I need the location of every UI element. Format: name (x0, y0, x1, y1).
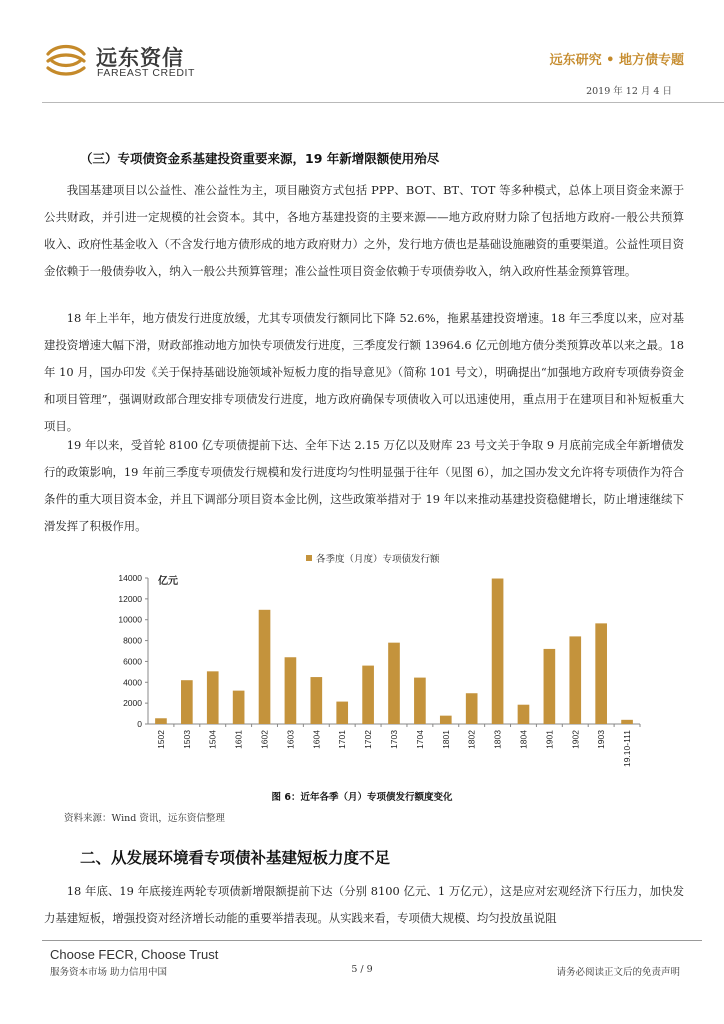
x-tick-label: 1702 (363, 730, 374, 749)
x-tick-label: 1804 (518, 730, 529, 749)
bar-chart (100, 548, 660, 780)
x-tick-label: 1704 (414, 730, 425, 749)
x-tick-label: 1802 (466, 730, 477, 749)
bar (310, 677, 322, 724)
paragraph-4: 18 年底、19 年底接连两轮专项债新增限额提前下达（分别 8100 亿元、1 万亿元），这是应对宏观经济下行压力，加快发力基建短板，增强投资对经济增长动能的重要举措表现。从实践来看，专项债大规模、均匀投放虽说阻 (44, 884, 684, 925)
bar-chart-figure (100, 548, 660, 780)
y-tick-label: 2000 (123, 698, 142, 709)
paragraph-2: 18 年上半年，地方债发行进度放缓，尤其专项债发行额同比下降 52.6%，拖累基建投资增速。18 年三季度以来，应对基建投资增速大幅下滑，财政部推动地方加快专项债发行进度，三季度发行额 13964.6 亿元创地方债分类预算改革以来之最。18 年 10 月，国办印发《关于保持基础设施领域补短板力度的指导意见》（简称 101 号文），明确提出“加强地方政府专项债券资金和项目管理”，强调财政部合理安排专项债发行进度，地方政府确保专项债收入可以迅速使用，重点用于在建项目和补短板重大项目。 (44, 311, 684, 433)
source-note: 资料来源：Wind 资讯，远东资信整理 (64, 813, 225, 824)
y-tick-label: 12000 (118, 593, 142, 604)
bar (259, 610, 271, 724)
x-tick-label: 1901 (544, 730, 555, 749)
x-tick-label: 1601 (233, 730, 244, 749)
bar (336, 702, 348, 724)
bar (544, 649, 556, 724)
section-heading-2: 二、从发展环境看专项债补基建短板力度不足 (80, 849, 391, 867)
x-tick-label: 1903 (596, 730, 607, 749)
footer-rule (42, 940, 702, 941)
x-tick-label: 1602 (259, 730, 270, 749)
paragraph-3: 19 年以来，受首轮 8100 亿专项债提前下达、全年下达 2.15 万亿以及财库 23 号文关于争取 9 月底前完成全年新增债发行的政策影响，19 年前三季度专项债发行规模和发行进度均匀性明显强于往年（见图 6），加之国办发文允许将专项债作为符合条件的重大项目资本金，并且下调部分项目资本金比例，这些政策举措对于 19 年以来推动基建投资稳健增长，防止增速继续下滑发挥了积极作用。 (44, 438, 684, 533)
bar (440, 716, 452, 724)
disclaimer: 请务必阅读正文后的免责声明 (556, 967, 680, 978)
header-rule (42, 102, 724, 103)
bar (285, 657, 297, 724)
legend-swatch (306, 555, 312, 561)
y-tick-label: 14000 (118, 573, 142, 583)
bar (569, 636, 581, 724)
fareast-logo-icon (42, 40, 90, 80)
bar (388, 643, 400, 724)
x-tick-label: 1603 (285, 730, 296, 749)
x-tick-label: 1803 (492, 730, 503, 749)
y-tick-label: 4000 (123, 677, 142, 688)
brand-logo (42, 40, 90, 80)
x-tick-label: 1701 (337, 730, 348, 749)
y-tick-label: 8000 (123, 635, 142, 646)
report-date: 2019 年 12 月 4 日 (586, 86, 672, 97)
footer-slogan-en: Choose FECR, Choose Trust (50, 947, 219, 962)
brand-name-cn: 远东资信 (96, 46, 184, 70)
y-tick-label: 6000 (123, 656, 142, 667)
x-tick-label: 19.10-111 (622, 730, 633, 768)
bar (466, 693, 478, 724)
section-heading-3: （三）专项债资金系基建投资重要来源，19 年新增限额使用殆尽 (80, 151, 440, 166)
x-tick-label: 1604 (311, 730, 322, 749)
x-tick-label: 1503 (181, 730, 192, 749)
bar (621, 720, 633, 724)
bar (181, 680, 193, 724)
brand-name-en: FAREAST CREDIT (97, 67, 196, 79)
legend-label: 各季度（月度）专项债发行额 (316, 554, 440, 565)
y-tick-label: 10000 (118, 614, 142, 625)
page-number: 5 / 9 (351, 964, 373, 975)
bar (492, 579, 504, 724)
bar (233, 691, 245, 724)
section-label: 远东研究 • 地方债专题 (549, 53, 684, 68)
bar (362, 666, 374, 724)
x-tick-label: 1703 (389, 730, 399, 749)
x-tick-label: 1502 (155, 730, 166, 749)
y-tick-label: 0 (137, 719, 142, 729)
bar (595, 623, 607, 724)
bar (207, 671, 219, 724)
footer-slogan-cn: 服务资本市场 助力信用中国 (50, 967, 168, 978)
bar (155, 718, 167, 724)
bar (414, 678, 426, 724)
x-tick-label: 1902 (570, 730, 581, 749)
y-axis-label: 亿元 (158, 576, 178, 587)
x-tick-label: 1801 (440, 730, 451, 749)
paragraph-1: 我国基建项目以公益性、准公益性为主，项目融资方式包括 PPP、BOT、BT、TOT 等多种模式，总体上项目资金来源于公共财政，并引进一定规模的社会资本。其中，各地方基建投资的主要来源——地方政府财力除了包括地方政府-一般公共预算收入、政府性基金收入（不含发行地方债形成的地方政府财力）之外，发行地方债也是基础设施融资的重要渠道。公益性项目资金依赖于一般债券收入，纳入一般公共预算管理；准公益性项目资金依赖于专项债券收入，纳入政府性基金预算管理。 (44, 183, 684, 278)
figure-caption: 图 6：近年各季（月）专项债发行额度变化 (271, 792, 453, 803)
bar (518, 705, 530, 724)
x-tick-label: 1504 (207, 730, 218, 749)
